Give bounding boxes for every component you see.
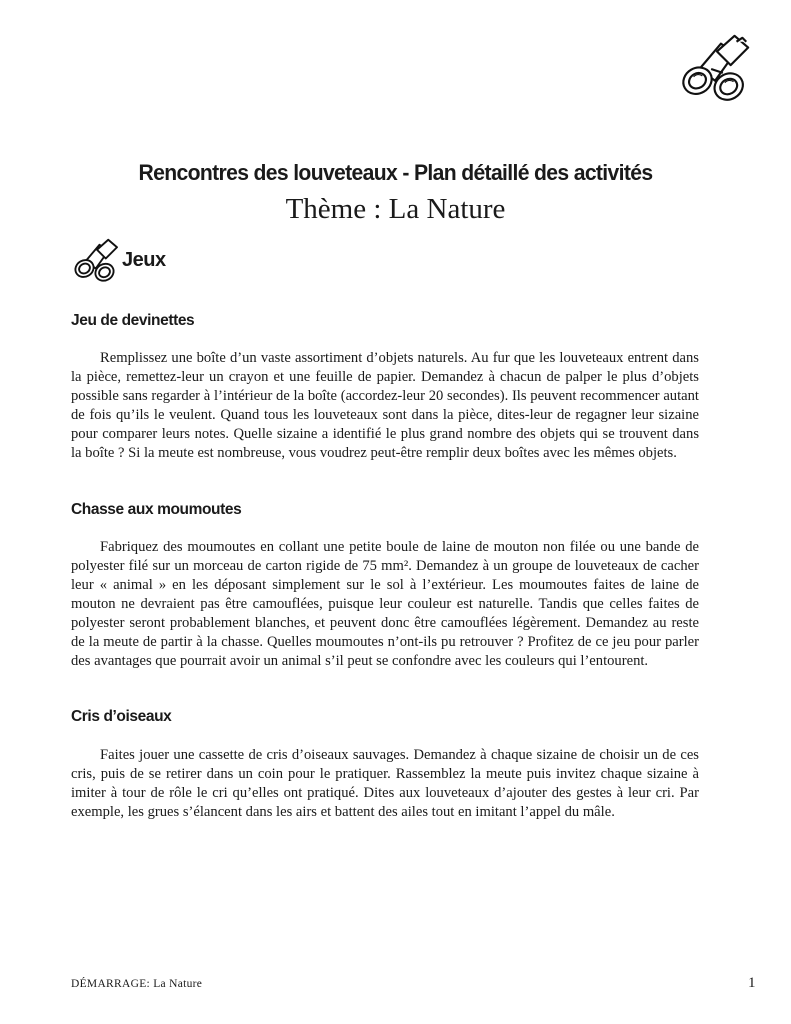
activity-text: Remplissez une boîte d’un vaste assortiment d’objets naturels. Au fur que les louveteaux entrent dans la pièce, remettez-leur un crayon et une feuille de papier. Demandez à chacun de palper le plus d’objets possible sans regarder à l’intérieur de la boîte (accordez-leur 20 secondes). Ils peuvent recommencer autant de fois qu’ils le veulent. Quand tous les louveteaux sont dans la pièce, dites-leur de regagner leur sizaine pour comparer leurs notes. Quelle sizaine a identifié le plus grand nombre des objets qui se trouvent dans la boîte ? Si la meute est nombreuse, vous voudrez peut-être remplir deux boîtes avec les mêmes objets. <box>71 350 699 461</box>
binoculars-icon <box>678 30 756 108</box>
activity-title: Chasse aux moumoutes <box>71 501 242 518</box>
page-title: Rencontres des louveteaux - Plan détaillé des activités <box>138 160 653 185</box>
activity-text: Fabriquez des moumoutes en collant une petite boule de laine de mouton non filée ou une bande de polyester filé sur un morceau de carton rigide de 75 mm². Demandez à un groupe de louveteaux de cacher leur « animal » en les déposant simplement sur le sol à l’extérieur. Les moumoutes faites de laine de mouton ne devraient pas être camouflées, puisque leur couleur est naturelle. Tandis que celles faites de polyester seront probablement blanches, et peuvent donc être camouflées légèrement. Demandez au reste de la meute de partir à la chasse. Quelles moumoutes n’ont-ils pu retrouver ? Profitez de ce jeu pour parler des avantages que pourrait avoir un animal s’il peut se confondre avec les couleurs qui l’entourent. <box>71 539 699 669</box>
activity-text: Faites jouer une cassette de cris d’oiseaux sauvages. Demandez à chaque sizaine de choisir un de ces cris, puis de se retirer dans un coin pour le pratiquer. Rassemblez la meute puis invitez chaque sizaine à imiter à tour de rôle le cri qu’elles ont pratiqué. Dites aux louveteaux d’ajouter des gestes à leur cri. Par exemple, les grues s’élancent dans les airs et battent des ailes tout en imitant l’appel du mâle. <box>71 747 699 820</box>
binoculars-icon <box>72 236 122 286</box>
footer-label: DÉMARRAGE: La Nature <box>71 978 203 990</box>
theme-subtitle: Thème : La Nature <box>285 193 506 225</box>
section-heading: Jeux <box>122 249 166 271</box>
activity-title: Cris d’oiseaux <box>71 708 172 725</box>
activity-title: Jeu de devinettes <box>71 312 195 329</box>
page-number: 1 <box>748 975 756 991</box>
